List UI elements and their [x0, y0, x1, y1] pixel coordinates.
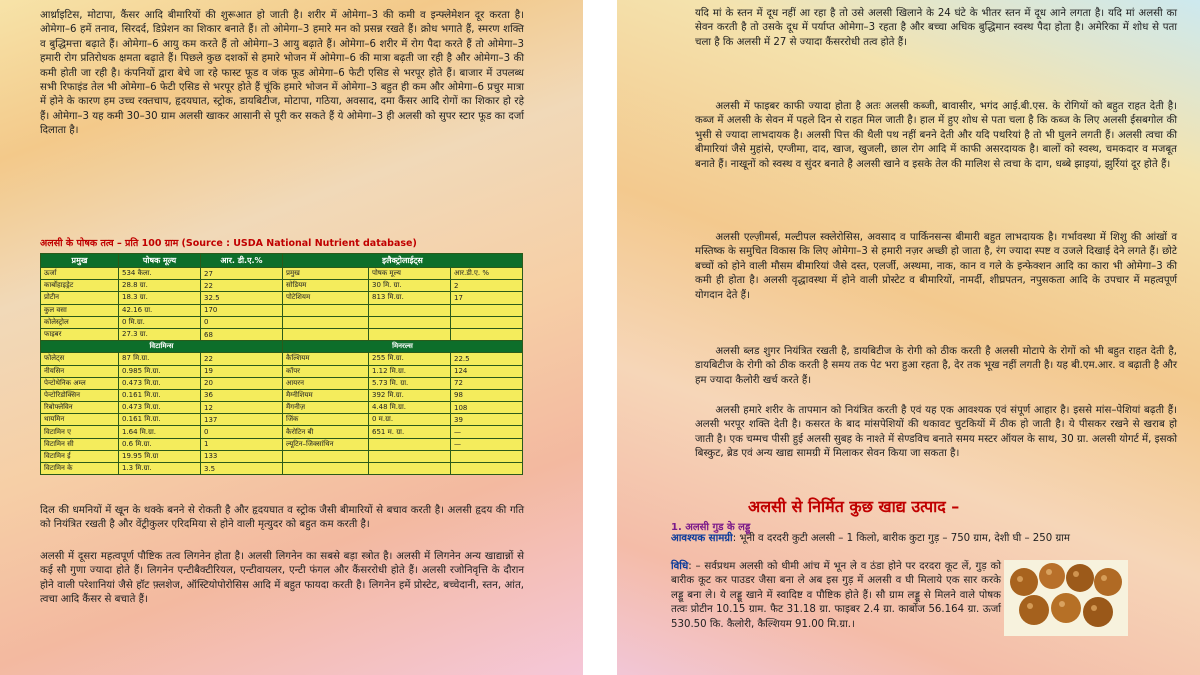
nutrition-table-heading: अलसी के पोषक तत्व – प्रति 100 ग्राम (Source : USDA National Nutrient database)	[40, 238, 417, 249]
table-cell: ल्यूटिन–जिक्सांथिन	[283, 438, 369, 450]
table-row	[41, 304, 523, 316]
nutrition-table	[40, 253, 523, 475]
table-cell: प्रोटीन	[41, 292, 119, 304]
laddoo-shape	[1083, 597, 1113, 627]
table-cell: 36	[201, 389, 283, 401]
table-cell: कार्बोहाइड्रेट	[41, 280, 119, 292]
left-paragraph-1: आर्थ्राइटिस, मोटापा, कैंसर आदि बीमारियों की शुरूआत हो जाती है। शरीर में ओमेगा–3 की कमी व इन्फ्लेमेशन दूर करता है। ओमेगा–6 हमें तनाव, सिरदर्द, डिप्रेशन का शिकार बनाते हैं। तो ओमेगा–3 हमारे मन को प्रसन्न रखते हैं। क्रोध भगाते हैं, स्मरण शक्ति व बुद्धिमत्ता बढ़ाते हैं। ओमेगा–6 आयु कम करते हैं तो ओमेगा–3 आयु बढ़ाते हैं। ओमेगा–6 शरीर में रोग पैदा करते हैं तो ओमेगा–3 हमारी रोग प्रतिरोधक क्षमता बढ़ाते हैं। पिछले कुछ दशकों से हमारे भोजन में ओमेगा–6 की मात्रा बढ़ती जा रही है और ओमेगा–3 की कमी होती जा रही है। कंपनियों द्वारा बेचे जा रहे फास्ट फूड व जंक फूड ओमेगा–6 फेटी एसिड से भरपूर होते हैं। बाजार में उपलब्ध सभी रिफाइंड तेल भी ओमेगा–6 फेटी एसिड से भरपूर होते हैं चूंकि हमारे भोजन में ओमेगा–3 बहुत ही कम और ओमेगा–6 प्रचुर मात्रा में होने के कारण हम उच्च रक्तचाप, हृदयघात, स्ट्रोक, डायबिटीज, मोटापा, गठिया, अवसाद, दमा कैंसर आदि रोगों का शिकार हो रहे हैं। ओमेगा–3 यह कमी 30–30 ग्राम अलसी खाकर आसानी से पूरी कर सकते हैं ये ओमेगा–3 ही अलसी को सुपर स्टार फूड का दर्जा दिलाता है।	[40, 10, 524, 137]
table-cell	[451, 316, 523, 328]
table-cell: 1.64 मि.ग्रा.	[119, 426, 201, 438]
table-cell: 19	[201, 365, 283, 377]
table-cell: 0 म.ग्रा.	[369, 414, 451, 426]
table-cell: 0.473 मि.ग्रा.	[119, 377, 201, 389]
table-row	[41, 414, 523, 426]
table-cell: 0	[201, 426, 283, 438]
table-cell	[283, 304, 369, 316]
table-row	[41, 365, 523, 377]
table-row	[41, 377, 523, 389]
table-cell	[369, 304, 451, 316]
table-cell: 39	[451, 414, 523, 426]
ingredients-label: आवश्यक सामग्री	[671, 533, 733, 544]
table-cell: 170	[201, 304, 283, 316]
table-cell: 0.161 मि.ग्रा.	[119, 389, 201, 401]
table-cell	[369, 438, 451, 450]
table-cell: ऊर्जा	[41, 268, 119, 280]
left-paragraph-3: अलसी में दूसरा महत्वपूर्ण पौष्टिक तत्व लिगनेन होता है। अलसी लिगनेन का सबसे बड़ा स्त्रोत है। अलसी में लिगनेन अन्य खाद्यान्नों से कई सौ गुणा ज्यादा होते हैं। लिगनेन एन्टीबैक्टीरियल, एन्टीवायलर, एन्टी फंगल और कैंसररोधी होते हैं। अलसी रजोनिवृत्ति के दौरान होने वाली परेशानियां जैसे हॉट फ़्लशेज, ऑस्टियोपोरोसिस आदि में बहुत फायदा करती है। लिगनेन हमें प्रोस्टेट, बच्चेदानी, स्तन, आंत, त्वचा आदि कैंसर से बचाते हैं।	[40, 551, 524, 606]
header-cell: प्रमुख	[41, 254, 119, 268]
table-cell: पोषक मूल्य	[369, 268, 451, 280]
table-row	[41, 292, 523, 304]
table-row	[41, 389, 523, 401]
laddoo-shape	[1039, 563, 1065, 589]
table-cell: 27	[201, 268, 283, 280]
table-cell: 124	[451, 365, 523, 377]
left-paragraph-2: दिल की धमनियों में खून के थक्के बनने से रोकती है और हृदयघात व स्ट्रोक जैसी बीमारियों से बचाव करती है। अलसी हृदय की गति को नियंत्रित रखती है और वेंट्रीकुलर एरिदमिया से होने वाली मृत्युदर को बहुत कम करती है।	[40, 505, 524, 531]
right-paragraph-5: अलसी हमारे शरीर के तापमान को नियंत्रित करती है एवं यह एक आवश्यक एवं संपूर्ण आहार है। इससे मांस–पेशियां बढ़ती हैं। अलसी भरपूर शक्ति देती है। कसरत के बाद मांसपेशियों की थकावट चुटकियों में ठीक हो जाती है। ये पीसकर रखने से खराब हो जाती है। एक चम्मच पीसी हुई अलसी सुबह के नाश्ते में सेण्डविच बनाते समय मस्टर ऑयल के साथ, 30 ग्रा. अलसी योगर्ट में, इसको बिस्कुट, ब्रेड एवं अन्य खाद्य सामग्री में मिलाकर सेवन किया जा सकता है।	[695, 405, 1177, 460]
table-cell: 534 कैला.	[119, 268, 201, 280]
table-cell: फाइबर	[41, 328, 119, 340]
table-cell: रिबोफ्लेविन	[41, 402, 119, 414]
table-cell	[451, 328, 523, 340]
table-row	[41, 402, 523, 414]
table-cell	[283, 328, 369, 340]
table-cell: आर.डी.ए. %	[451, 268, 523, 280]
table-cell: 1	[201, 438, 283, 450]
left-page	[0, 0, 583, 675]
table-cell: विटामिन के	[41, 463, 119, 475]
table-cell: 133	[201, 450, 283, 462]
table-cell: जिंक	[283, 414, 369, 426]
table-cell: 22.5	[451, 353, 523, 365]
right-paragraph-4: अलसी ब्लड शुगर नियंत्रित रखती है, डायबिटीज के रोगी को ठीक करती है अलसी मोटापे के रोगों को भी बहुत राहत देती है, डायबिटीज के रोगी को ठीक करती है समय तक पेट भरा हुआ रहता है, देर तक भूख नहीं लगती है। यह बी.एम.आर. व बढ़ाती है और हम ज्यादा कैलोरी खर्च करते हैं।	[695, 346, 1177, 386]
table-cell: 27.3 ग्रा.	[119, 328, 201, 340]
table-cell: कोलेस्ट्रोल	[41, 316, 119, 328]
table-cell: 18.3 ग्रा.	[119, 292, 201, 304]
table-cell: नीयसिन	[41, 365, 119, 377]
table-cell: प्रमुख	[283, 268, 369, 280]
table-cell: कैरोटिन बी	[283, 426, 369, 438]
header-cell: पोषक मूल्य	[119, 254, 201, 268]
right-paragraph-2: अलसी में फाइबर काफी ज्यादा होता है अतः अलसी कब्जी, बावासीर, भगंद आई.बी.एस. के रोगियों को बहुत राहत देती है। कब्ज में अलसी के सेवन में पहले दिन से राहत मिल जाती है। हाल में हुए शोध से पता चला है कि कब्ज के लिए अलसी ईसबगोल की भुसी से ज्यादा लाभदायक है। अलसी पित्त की थैली पथ नहीं बनने देती और यदि पथरियां है तो भी घुलने लगती हैं। अलसी त्वचा की बीमारियां जैसे मुहांसे, एग्जीमा, दाद, खाज, खुजली, छाल रोग आदि में काफी असरदायक है। बालों को स्वस्थ, चमकदार व मजबूत बनाते हैं। नाखूनों को स्वस्थ व सुंदर बनाते है अलसी खाने व इसके तेल की मालिश से त्वचा के दाग, धब्बे झाइयां, झुर्रियां दूर होते हैं।	[695, 101, 1177, 170]
table-cell: 137	[201, 414, 283, 426]
table-cell: कॉपर	[283, 365, 369, 377]
table-cell: 108	[451, 402, 523, 414]
table-cell: 0.985 मि.ग्रा.	[119, 365, 201, 377]
table-cell: 98	[451, 389, 523, 401]
table-cell: 42.16 ग्रा.	[119, 304, 201, 316]
table-cell: पोटेशियम	[283, 292, 369, 304]
nutrition-table-header	[41, 254, 523, 268]
table-cell: 813 मि.ग्रा.	[369, 292, 451, 304]
table-cell: 392 मि.ग्रा.	[369, 389, 451, 401]
table-row	[41, 268, 523, 280]
header-cell: इलैक्ट्रोलाईट्स	[283, 254, 523, 268]
table-cell: पेन्टोथेनिक अम्ल	[41, 377, 119, 389]
table-cell: 1.12 मि.ग्रा.	[369, 365, 451, 377]
table-cell: 255 मि.ग्रा.	[369, 353, 451, 365]
table-row	[41, 463, 523, 475]
table-row	[41, 353, 523, 365]
table-cell: कुल वसा	[41, 304, 119, 316]
table-cell: मैग्नीशियम	[283, 389, 369, 401]
table-cell: 32.5	[201, 292, 283, 304]
table-cell: 0	[201, 316, 283, 328]
table-cell	[369, 450, 451, 462]
table-cell	[283, 463, 369, 475]
table-cell: थायमिन	[41, 414, 119, 426]
table-cell: सोडियम	[283, 280, 369, 292]
table-cell: आयरन	[283, 377, 369, 389]
table-cell: 0.161 मि.ग्रा.	[119, 414, 201, 426]
table-cell	[283, 450, 369, 462]
table-cell: 1.3 मि.ग्रा.	[119, 463, 201, 475]
table-cell: —	[451, 426, 523, 438]
table-row	[41, 450, 523, 462]
table-cell: 28.8 ग्रा.	[119, 280, 201, 292]
table-cell: 12	[201, 402, 283, 414]
table-cell: विटामिन ई	[41, 450, 119, 462]
laddoo-shape	[1051, 593, 1081, 623]
table-cell: 651 म. ग्रा.	[369, 426, 451, 438]
laddoo-photo	[1004, 560, 1128, 636]
table-row	[41, 328, 523, 340]
table-cell: 68	[201, 328, 283, 340]
table-cell: 0.6 मि.ग्रा.	[119, 438, 201, 450]
table-cell: 3.5	[201, 463, 283, 475]
table-cell: 2	[451, 280, 523, 292]
table-cell: कैल्शियम	[283, 353, 369, 365]
table-cell	[369, 316, 451, 328]
table-cell	[369, 328, 451, 340]
section-label-minerals: मिनरल्स	[283, 341, 523, 353]
table-cell	[451, 463, 523, 475]
laddoo-shape	[1019, 595, 1049, 625]
table-cell: मैंगनीज़	[283, 402, 369, 414]
table-cell: 72	[451, 377, 523, 389]
right-paragraph-1: यदि मां के स्तन में दूध नहीं आ रहा है तो उसे अलसी खिलाने के 24 घंटे के भीतर स्तन में दूध आने लगता है। यदि मां अलसी का सेवन करती है तो उसके दूध में पर्याप्त ओमेगा–3 रहता है और बच्चा अधिक बुद्धिमान स्वस्थ पैदा होता है। अमेरिका में शोध से पता चला है कि अलसी में 27 से ज्यादा कैंसररोधी तत्व होते हैं।	[695, 8, 1177, 48]
table-cell: 19.95 मि.ग्रा	[119, 450, 201, 462]
table-cell	[283, 316, 369, 328]
table-cell: 20	[201, 377, 283, 389]
table-cell: 17	[451, 292, 523, 304]
method-text	[671, 560, 1001, 632]
table-cell: 87 मि.ग्रा.	[119, 353, 201, 365]
table-cell: विटामिन सी	[41, 438, 119, 450]
table-row	[41, 438, 523, 450]
laddoo-shape	[1066, 564, 1094, 592]
laddoo-shape	[1010, 568, 1038, 596]
table-cell: 5.73 मि. ग्रा.	[369, 377, 451, 389]
method-label: विधि	[671, 561, 689, 572]
ingredients-text	[671, 532, 1111, 546]
ingredients-value: : भूनी व दरदरी कुटी अलसी – 1 किलो, बारीक कुटा गुड़ – 750 ग्राम, देशी घी – 250 ग्राम	[732, 533, 1070, 544]
product-1-title: 1. अलसी गुड के लड्डू	[671, 522, 751, 533]
method-value: : – सर्वप्रथम अलसी को धीमी आंच में भून ले व ठंडा होने पर दरदरा कूट लें, गुड़ को बारीक कूट कर पाउडर जैसा बना ले अब इस गुड़ में अलसी व घी मिलाये एक सार करके लड्डू बना ले। ये लड्डू खाने में स्वादिष्ट व पौष्टिक होते हैं। सौ ग्राम लड्डू से मिलने वाले पोषक तत्वः प्रोटीन 10.15 ग्राम. फैट 31.18 ग्रा. फाइबर 2.4 ग्रा. कार्बोज 56.164 ग्रा. ऊर्जा 530.50 कि. कैलोरी, कैल्शियम 91.00 मि.ग्रा.।	[671, 561, 1001, 630]
right-paragraph-3: अलसी एल्ज़ीमर्स, मल्टीपल स्क्लेरोसिस, अवसाद व पार्किनसन्स बीमारी बहुत लाभदायक है। गर्भावस्था में शिशु की आंखों व मस्तिष्क के समुचित विकास कि लिए ओमेगा–3 से हमारी नज़र अच्छी हो जाता है, रंग ज्यादा स्पष्ट व उजले दिखाई देने लगते हैं। छोटे बच्चों को होने वाली मौसम बीमारियां जैसे दस्त, एलर्जी, अस्थमा, नाक, कान व गले के इन्फेक्शन आदि का कारा भी ओमेगा–3 की कमी ही होता है। अलसी वृद्धावस्था में होने वाली प्रोस्टेट व बीमारियों, नामर्दी, शीघ्रपतन, नपुसकता आदि के उपचार में महत्वपूर्ण योगदान देते हैं।	[695, 232, 1177, 301]
table-cell	[451, 304, 523, 316]
table-row	[41, 426, 523, 438]
section-label-vitamins: विटामिन्स	[41, 341, 283, 353]
table-cell: 22	[201, 353, 283, 365]
section-row	[41, 341, 523, 353]
table-cell: 0.473 मि.ग्रा.	[119, 402, 201, 414]
table-cell: 30 मि. ग्रा.	[369, 280, 451, 292]
table-cell	[369, 463, 451, 475]
header-cell: आर. डी.ए.%	[201, 254, 283, 268]
products-title: अलसी से निर्मित कुछ खाद्य उत्पाद –	[748, 497, 960, 516]
table-cell: 4.48 मि.ग्रा.	[369, 402, 451, 414]
table-cell: फोलेट्स	[41, 353, 119, 365]
table-cell: —	[451, 438, 523, 450]
table-cell	[451, 450, 523, 462]
table-cell: पेन्टोरिडोक्सिन	[41, 389, 119, 401]
laddoo-shape	[1094, 568, 1122, 596]
table-row	[41, 316, 523, 328]
table-row	[41, 280, 523, 292]
table-cell: 0 मि.ग्रा.	[119, 316, 201, 328]
table-cell: 22	[201, 280, 283, 292]
table-cell: विटामिन ए	[41, 426, 119, 438]
